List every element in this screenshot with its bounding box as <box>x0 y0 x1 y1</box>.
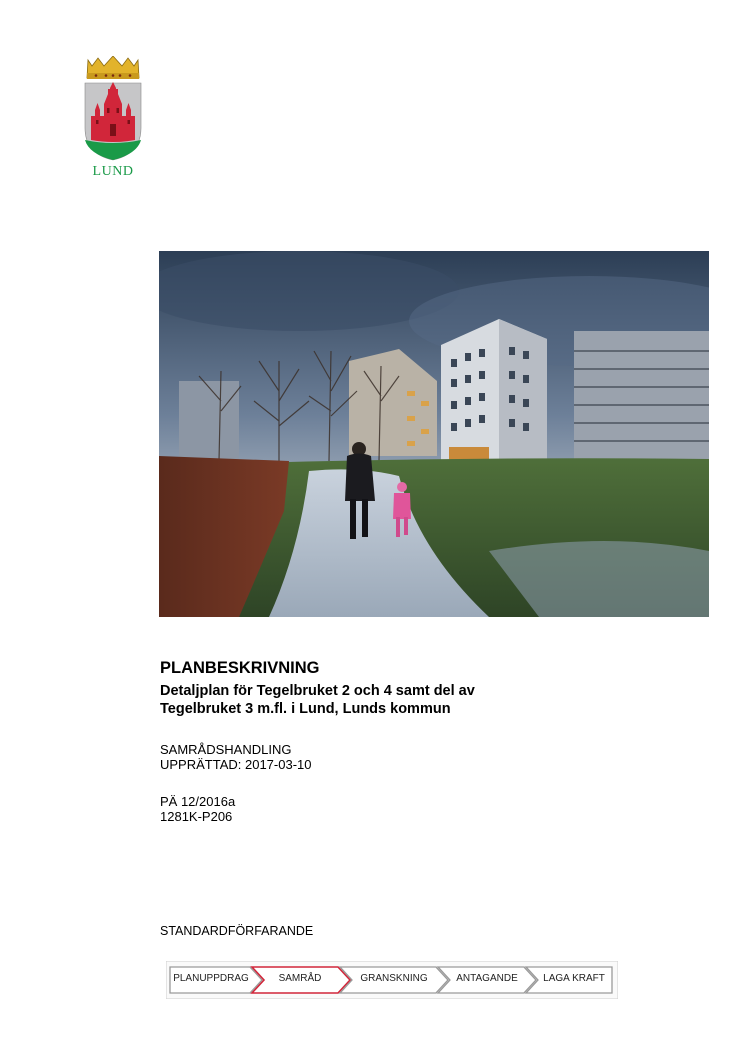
logo-wordmark: LUND <box>92 164 134 179</box>
lund-coat-of-arms-icon <box>82 56 144 162</box>
document-title: PLANBESKRIVNING <box>160 659 320 677</box>
step-samrad: SAMRÅD <box>278 973 322 984</box>
step-planuppdrag: PLANUPPDRAG <box>173 973 249 984</box>
reference-number: PÄ 12/2016a <box>160 794 236 809</box>
step-laga-kraft: LAGA KRAFT <box>543 973 605 984</box>
subtitle-line-1: Detaljplan för Tegelbruket 2 och 4 samt del av <box>160 683 475 699</box>
document-subtitle <box>160 682 640 718</box>
plan-code: 1281K-P206 <box>160 809 233 824</box>
process-steps <box>166 961 618 999</box>
procedure-label: STANDARDFÖRFARANDE <box>160 924 314 938</box>
cover-photo <box>159 251 709 617</box>
step-antagande: ANTAGANDE <box>456 973 518 984</box>
prepared-date: UPPRÄTTAD: 2017-03-10 <box>160 757 312 772</box>
document-status: SAMRÅDSHANDLING <box>160 742 292 757</box>
subtitle-line-2: Tegelbruket 3 m.fl. i Lund, Lunds kommun <box>160 701 451 717</box>
step-granskning: GRANSKNING <box>360 973 428 984</box>
